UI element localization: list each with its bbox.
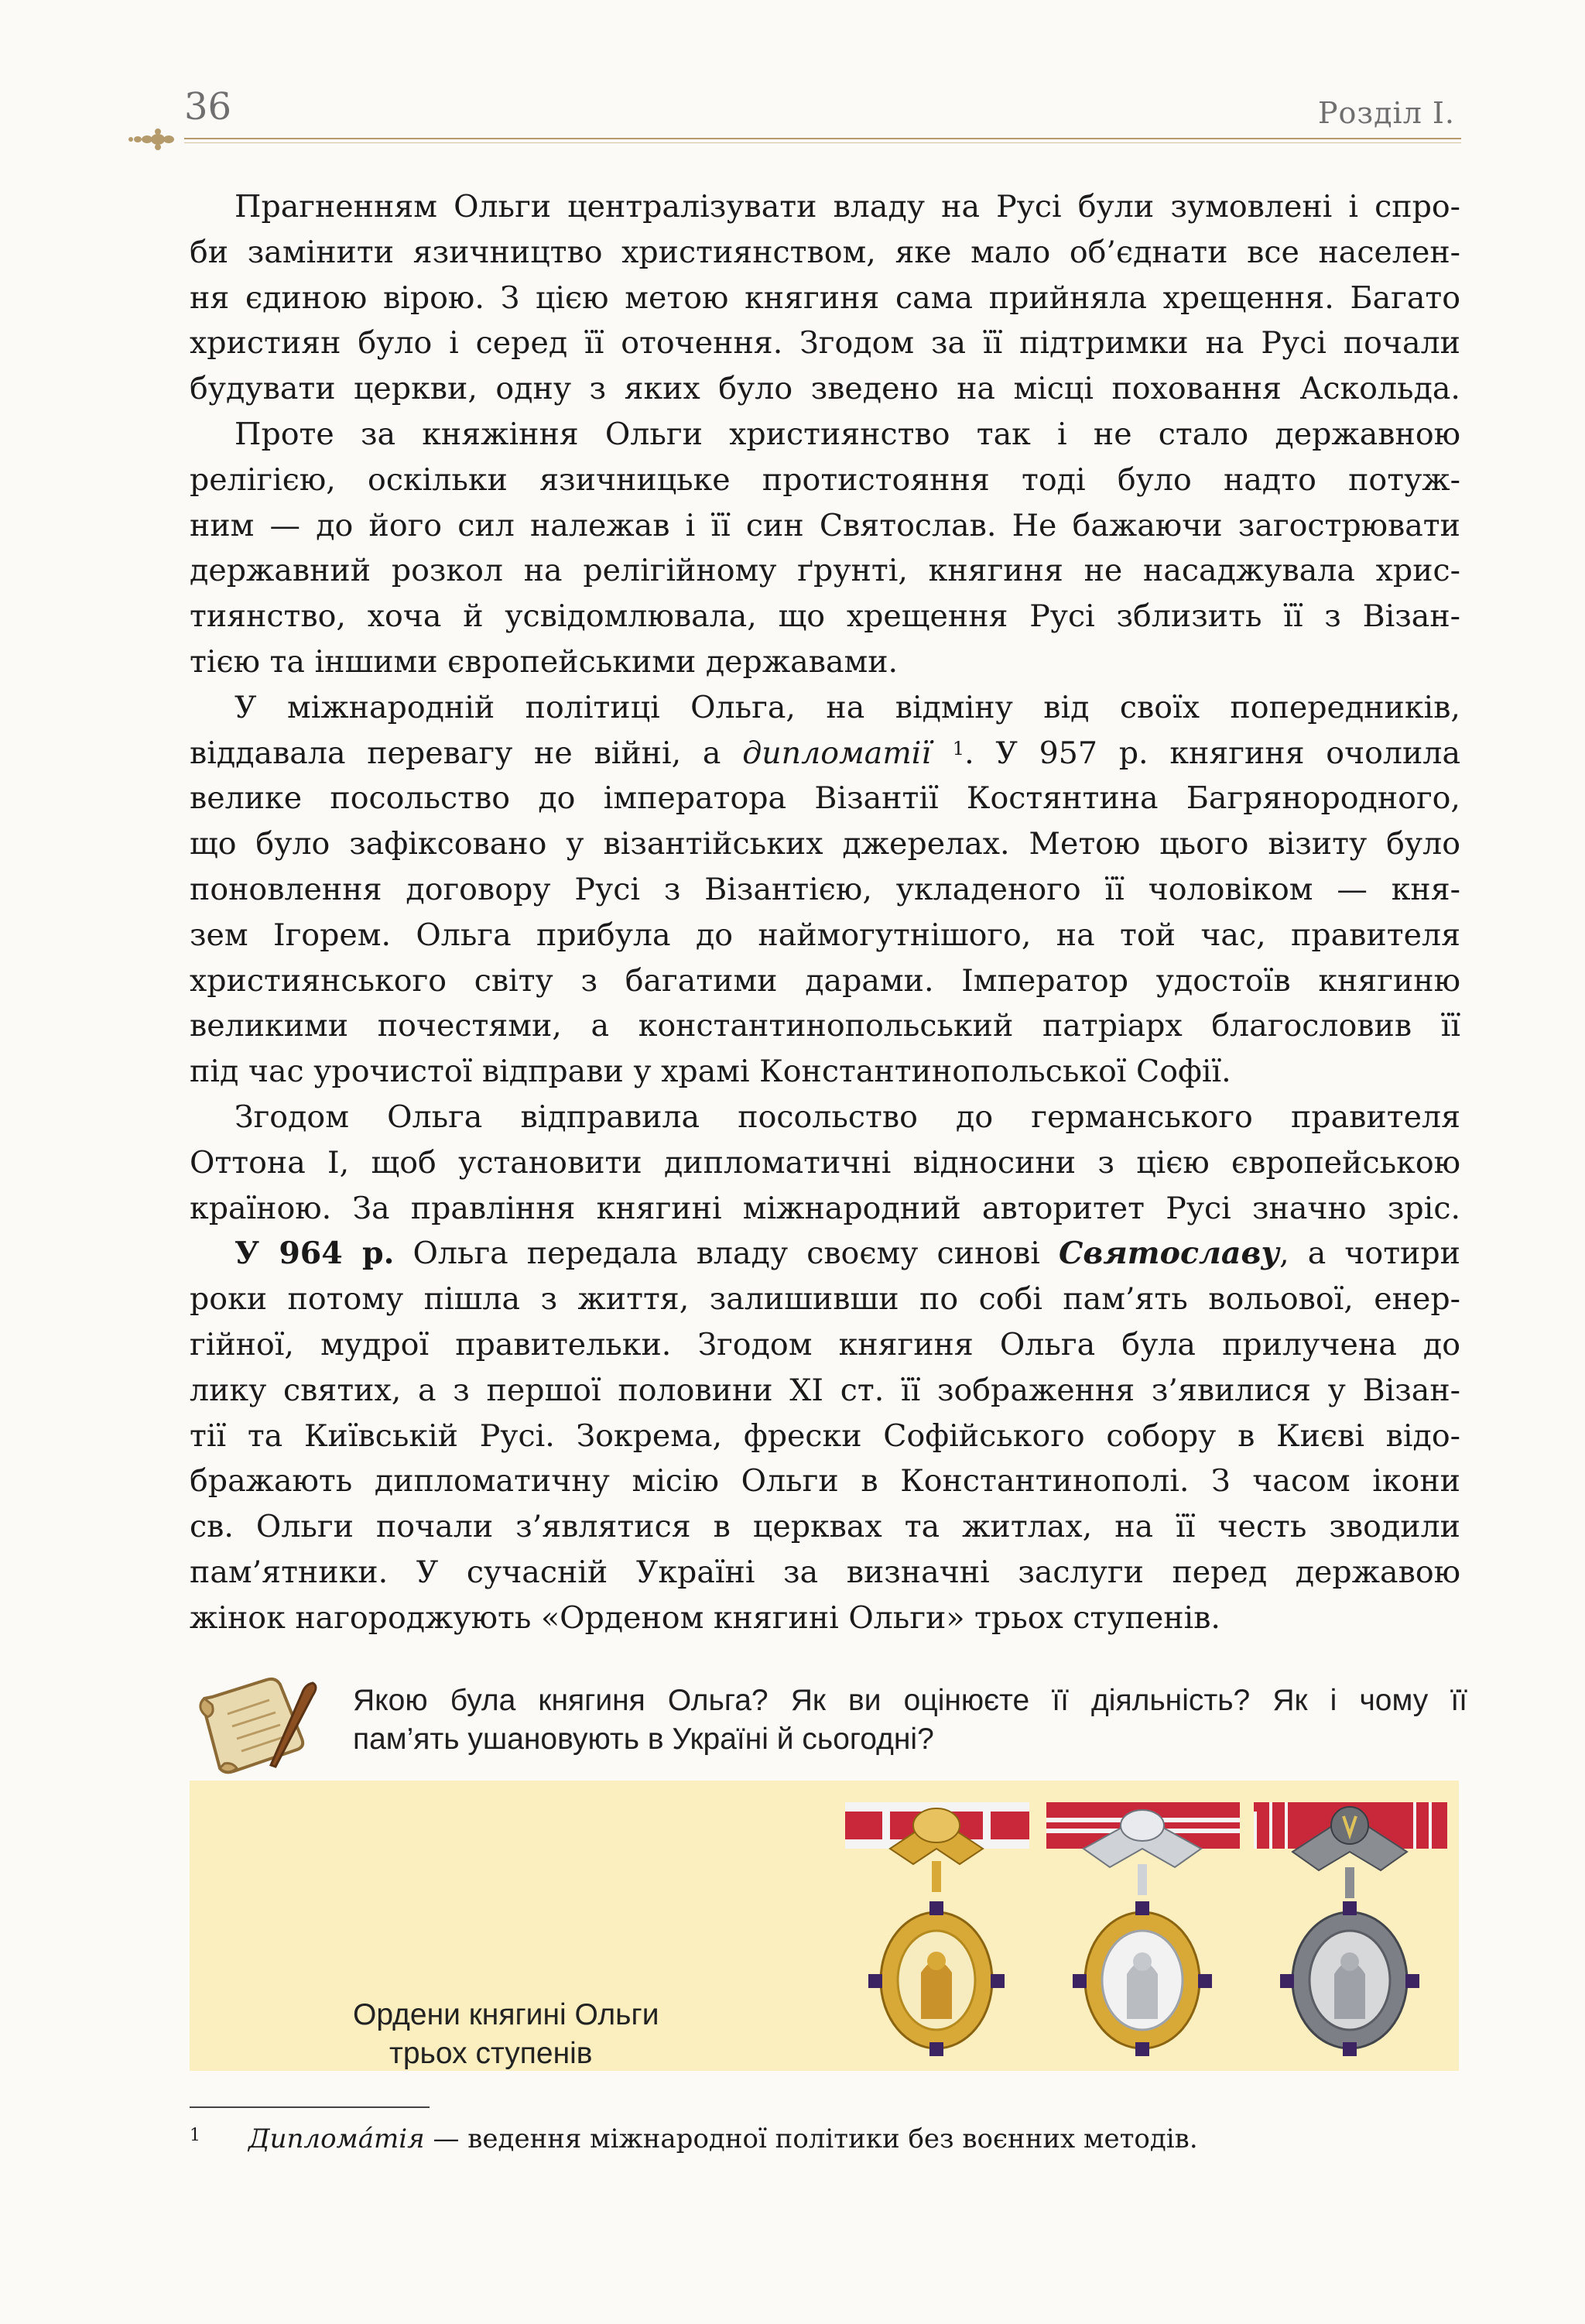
text-line: Проте за княжіння Ольги християнство так і не стало державною [234,416,1460,452]
paragraph-5 [190,1231,1460,1640]
orders-image [836,1794,1455,2058]
text-line: У міжнародній політиці Ольга, на відміну від своїх попередників, [234,689,1460,725]
text-line: ня єдиною вірою. З цією метою княгиня сама прийняла хрещення. Багато [190,279,1460,316]
figure-caption [353,1996,724,2073]
page-number: 36 [184,85,232,129]
text-line: великими почестями, а константинопольський патріарх благословив її [190,1008,1460,1044]
text-line: християн було і серед її оточення. Згодом за її підтримки на Русі почали [190,325,1460,362]
order-third [1254,1802,1447,2056]
year-964: У 964 р. [234,1236,395,1272]
paragraph-1 [190,184,1460,412]
order-gold [845,1802,1029,2056]
footnote-mark: 1 [190,2126,200,2145]
header-ornament [127,124,189,155]
main-text [190,184,1460,1641]
text-line: країною. За правління княгині міжнародний авторитет Русі значно зріс. [190,1190,1460,1226]
text-line: роки потому пішла з життя, залишивши по собі пам’ять вольової, енер- [190,1281,1460,1318]
text-line: зем Ігорем. Ольга прибула до наймогутнішого, на той час, правителя [190,917,1460,953]
footnote-text: — ведення міжнародної політики без воєнних методів. [424,2123,1198,2154]
text-line [190,731,1460,776]
text-line: Згодом Ольга відправила посольство до германського правителя [234,1099,1460,1135]
order-silver [1046,1802,1240,2056]
caption-line: Ордени княгині Ольги [353,1998,659,2031]
text-line: ним — до його сил належав і її син Святослав. Не бажаючи загострювати [190,507,1460,543]
text-line: гійної, мудрої правительки. Згодом княгиня Ольга була прилучена до [190,1326,1460,1363]
paragraph-2 [190,412,1460,685]
footnote-ref: 1 [952,737,965,759]
task-question [353,1681,1467,1759]
text-line: Оттона І, щоб установити дипломатичні відносини з цією європейською [190,1144,1460,1181]
text-line: лику святих, а з першої половини ХІ ст. її зображення з’явилися у Візан- [190,1372,1460,1408]
text-fragment: , а чотири [1279,1236,1460,1272]
text-line: тії та Київській Русі. Зокрема, фрески Софійського собору в Києві відо- [190,1417,1460,1454]
text-line: св. Ольги почали з’являтися в церквах та житлах, на її честь зводили [190,1509,1460,1545]
text-line: під час урочистої відправи у храмі Константинопольської Софії. [190,1054,1231,1090]
header-rule-thin [184,142,1461,143]
text-line: жінок нагороджують «Орденом княгині Ольги» трьох ступенів. [190,1599,1220,1636]
text-line: державний розкол на релігійному ґрунті, княгиня не насаджувала хрис- [190,553,1460,589]
text-line: би замінити язичництво християнством, яке мало об’єднати все населен- [190,234,1460,270]
name-sviatoslav: Святославу [1058,1236,1280,1272]
header-rule [184,138,1461,139]
text-line [190,1231,1460,1277]
footnote-term: Диплома́тія [248,2123,425,2154]
task-line: Якою була княгиня Ольга? Як ви оцінюєте її діяльність? Як і чому її [353,1684,1467,1717]
text-line: велике посольство до імператора Візантії Костянтина Багрянородного, [190,780,1460,817]
text-line: Прагненням Ольги централізувати владу на Русі були зумовлені і спро- [234,189,1460,225]
section-label: Розділ І. [1317,96,1455,130]
footnote [190,2121,1459,2157]
text-line: поновлення договору Русі з Візантією, укладеного її чоловіком — кня- [190,871,1460,907]
text-line: пам’ятники. У сучасній Україні за визначні заслуги перед державою [190,1554,1460,1590]
term-diplomacy: дипломатії [742,735,932,771]
text-fragment: віддавала перевагу не війні, а [190,735,743,771]
text-fragment: . У 957 р. княгиня очолила [964,735,1460,771]
text-line: що було зафіксовано у візантійських джерелах. Метою цього візиту було [190,826,1460,862]
text-line: будувати церкви, одну з яких було зведено на місці поховання Аскольда. [190,371,1460,407]
caption-line: трьох ступенів [389,2037,593,2070]
task-line: пам’ять ушановують в Україні й сьогодні? [353,1722,934,1756]
footnote-rule [190,2106,430,2108]
text-line: тиянство, хоча й усвідомлювала, що хрещення Русі зблизить її з Візан- [190,598,1460,635]
text-line: тією та іншими європейськими державами. [190,643,899,680]
text-line: християнського світу з багатими дарами. Імператор удостоїв княгиню [190,962,1460,999]
text-line: бражають дипломатичну місію Ольги в Константинополі. З часом ікони [190,1463,1460,1500]
paragraph-4 [190,1095,1460,1231]
paragraph-3 [190,685,1460,1095]
text-fragment: Ольга передала владу своєму синові [394,1236,1059,1272]
scroll-quill-icon [189,1675,320,1776]
text-line: релігією, оскільки язичницьке протистояння тоді було надто потуж- [190,461,1460,498]
